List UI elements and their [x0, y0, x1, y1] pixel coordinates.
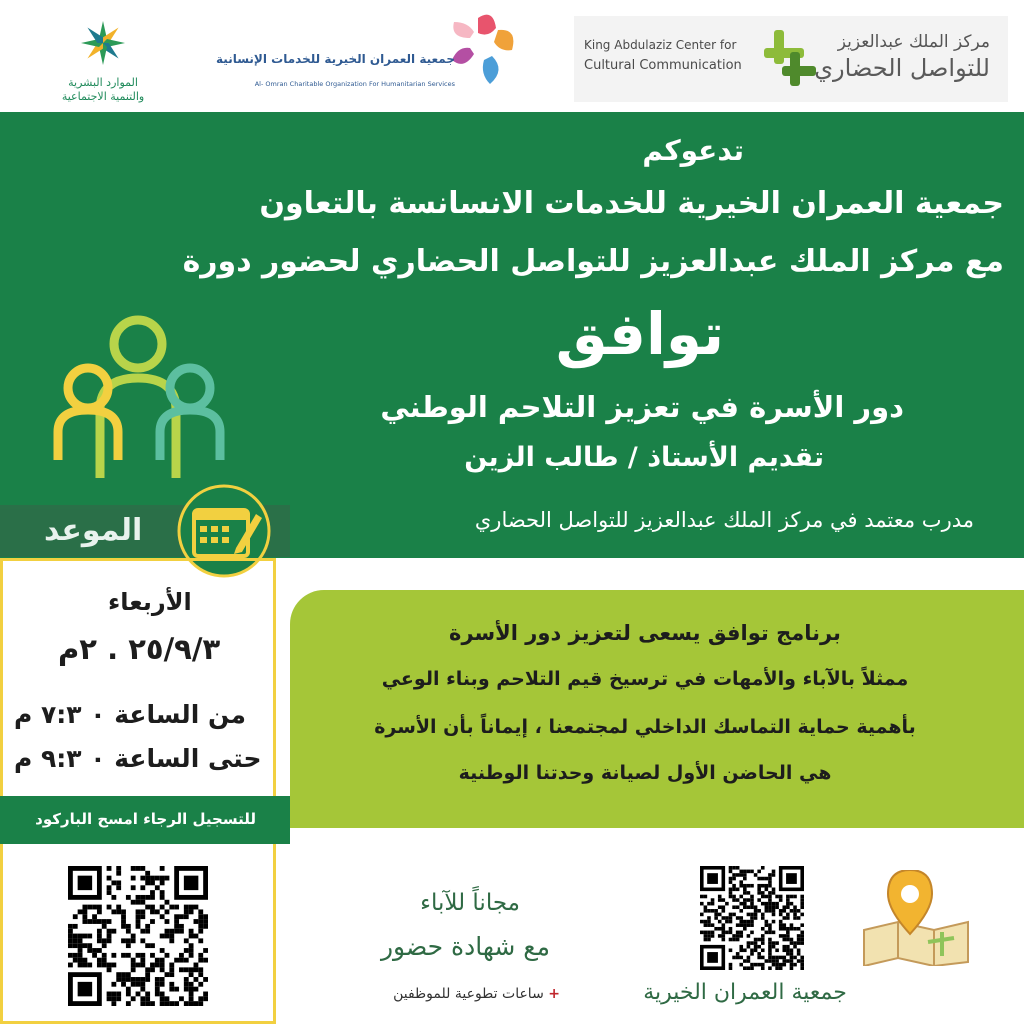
kacc-name-ar-2: للتواصل الحضاري	[814, 54, 990, 82]
location-name: جمعية العمران الخيرية	[643, 980, 847, 1005]
description-line-4: هي الحاضن الأول لصيانة وحدتنا الوطنية	[458, 762, 832, 784]
trainer-credential: مدرب معتمد في مركز الملك عبدالعزيز للتواصل الحضاري	[474, 508, 974, 532]
invite-line-organizer: جمعية العمران الخيرية للخدمات الانسانسة بالتعاون	[259, 186, 1004, 221]
event-day: الأربعاء	[108, 588, 192, 616]
volunteer-hours-text: ساعات تطوعية للموظفين	[393, 986, 544, 1002]
free-for-parents: مجاناً للآباء	[420, 890, 520, 916]
end-time: حتى الساعة ٠ ٩:٣ م	[14, 744, 262, 773]
kacc-name-en-2: Cultural Communication	[584, 58, 742, 73]
event-date: ٢٥/٩/٣ . ٢م	[58, 632, 221, 666]
schedule-label: الموعد	[44, 513, 143, 548]
invite-heading: تدعوكم	[642, 134, 744, 167]
kacc-name-ar-1: مركز الملك عبدالعزيز	[837, 32, 990, 52]
volunteer-hours-note	[330, 986, 560, 1002]
presenter-name: تقديم الأستاذ / طالب الزين	[464, 442, 824, 473]
plus-icon: +	[548, 986, 560, 1002]
course-subtitle: دور الأسرة في تعزيز التلاحم الوطني	[380, 390, 904, 424]
omran-logo	[200, 8, 520, 103]
course-title: توافق	[555, 300, 724, 368]
registration-text: للتسجيل الرجاء امسح الباركود	[35, 810, 256, 828]
omran-name-en: Al- Omran Charitable Organization For Humanitarian Services	[254, 80, 455, 88]
description-line-2: ممثلاً بالآباء والأمهات في ترسيخ قيم التلاحم وبناء الوعي	[381, 668, 909, 690]
family-icon	[48, 310, 228, 480]
certificate-note: مع شهادة حضور	[380, 932, 550, 961]
map-pin-icon	[858, 870, 974, 966]
hr-ministry-logo	[28, 18, 178, 108]
kacc-logo	[574, 16, 1008, 102]
description-line-3: بأهمية حماية التماسك الداخلي لمجتمعنا ، إيماناً بأن الأسرة	[374, 716, 916, 738]
omran-flower-icon	[448, 8, 518, 98]
invite-line-partner: مع مركز الملك عبدالعزيز للتواصل الحضاري لحضور دورة	[182, 244, 1004, 279]
hr-ministry-name: الموارد البشرية والتنمية الاجتماعية	[61, 76, 145, 103]
location-qr-code[interactable]	[700, 866, 804, 970]
kacc-name-en-1: King Abdulaziz Center for	[584, 38, 737, 52]
registration-qr-code[interactable]	[68, 866, 208, 1006]
description-line-1: برنامج توافق يسعى لتعزيز دور الأسرة	[449, 621, 841, 645]
omran-name-ar: جمعية العمران الخيرية للخدمات الإنسانية	[216, 52, 455, 66]
start-time: من الساعة ٠ ٧:٣ م	[14, 700, 246, 729]
star-logo-icon	[68, 18, 138, 68]
registration-bar	[0, 796, 290, 844]
kacc-symbol-icon	[760, 26, 820, 90]
